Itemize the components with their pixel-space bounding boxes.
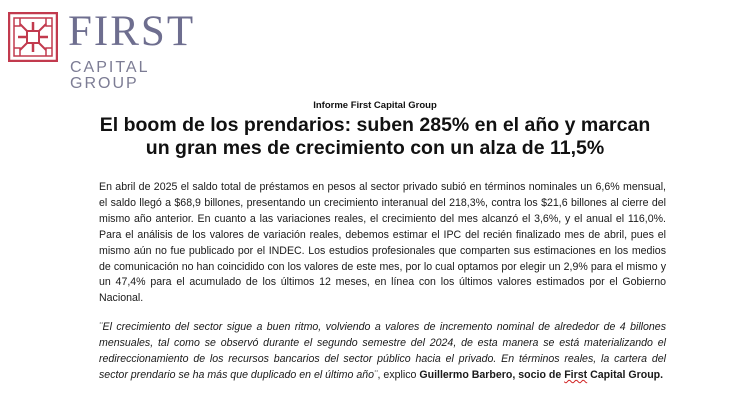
company-logo xyxy=(8,8,208,92)
quote-role xyxy=(518,369,663,381)
quote-end: . xyxy=(660,369,664,381)
quote-author: Guillermo Barbero, xyxy=(419,369,516,381)
quote-connector: , explico xyxy=(377,369,420,381)
quote-company-first: First xyxy=(564,369,588,381)
logo-emblem-icon xyxy=(8,12,58,62)
quote-role-prefix: socio de xyxy=(518,369,565,381)
article-quote xyxy=(99,319,666,383)
quote-text: ¨El crecimiento del sector sigue a buen ritmo, volviendo a valores de incremento nominal de alrededor de 4 billones mensuales, tal como se observó durante el segundo semestre del 2024, de esta manera se está materializando el redireccionamiento de los recursos bancarios del sector público hacia el privado. En términos reales, la cartera del sector prendario se ha más que duplicado en el último año¨ xyxy=(99,321,666,381)
logo-wordmark: FIRST xyxy=(68,8,196,55)
article-title: El boom de los prendarios: suben 285% en el año y marcan un gran mes de crecimiento con un alza de 11,5% xyxy=(99,114,651,159)
quote-company-rest: Capital Group xyxy=(587,369,661,381)
article-body: En abril de 2025 el saldo total de préstamos en pesos al sector privado subió en términos nominales un 6,6% mensual, el saldo llegó a $68,9 billones, presentando un crecimiento interanual del 218,3%, contra los $21,6 billones al cierre del mismo año anterior. En cuanto a las variaciones reales, el crecimiento del mes alcanzó el 3,6%, y el anual el 116,0%. Para el análisis de los valores de variación reales, debemos estimar el IPC del recién finalizado mes de abril, pues el mismo aún no fue publicado por el INDEC. Los estudios profesionales que comparten sus estimaciones en los medios de comunicación no han coincidido con los valores de este mes, por lo cual optamos por elegir un 2,9% para el mismo y un 47,4% para el acumulado de los últimos 12 meses, en línea con los últimos valores estimados por el Gobierno Nacional. xyxy=(99,181,666,305)
logo-subtitle: CAPITAL GROUP xyxy=(70,59,149,92)
report-kicker: Informe First Capital Group xyxy=(313,100,437,111)
